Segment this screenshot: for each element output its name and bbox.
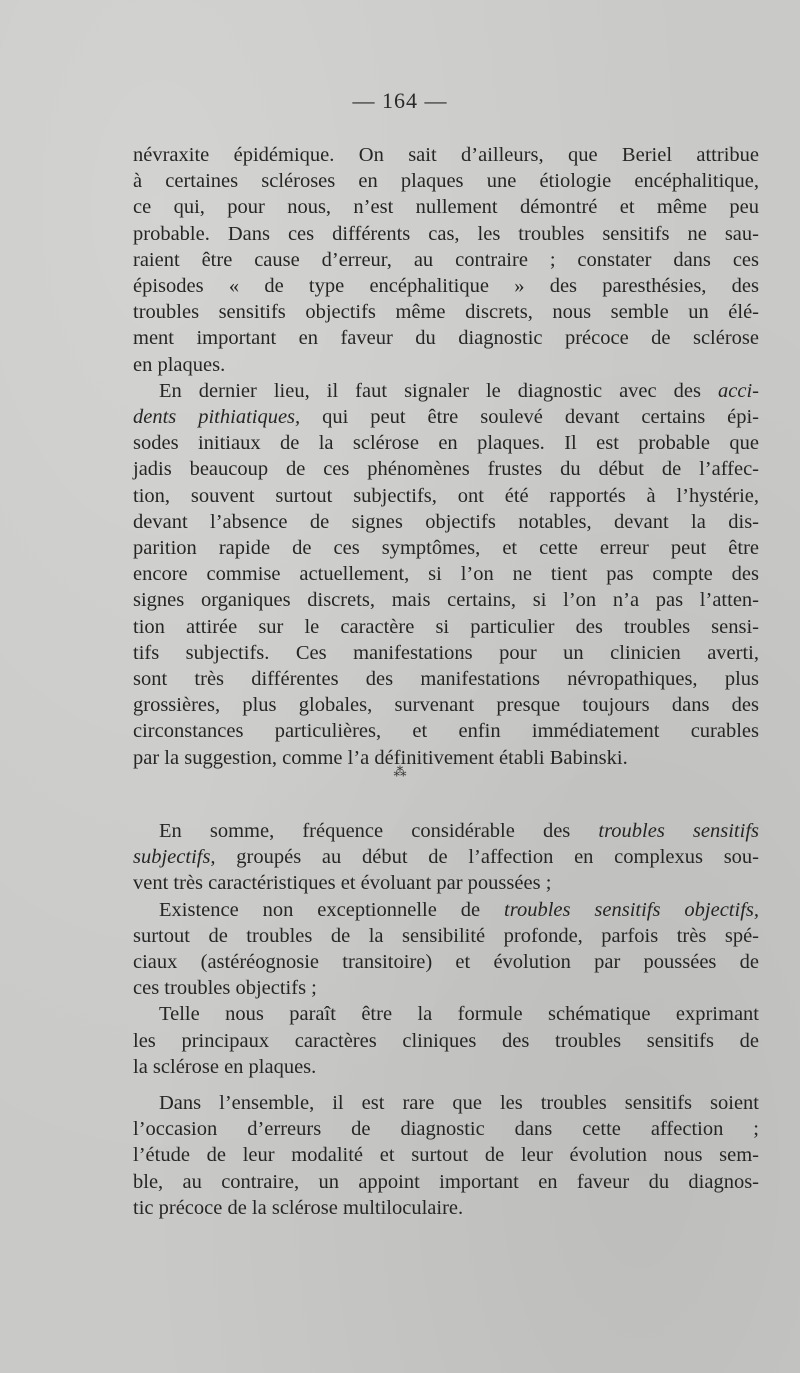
line-text: devant l’absence de signes objectifs notables, devant la dis- bbox=[133, 510, 759, 533]
text-line bbox=[133, 404, 759, 430]
text-line bbox=[133, 870, 759, 896]
line-text: Dans l’ensemble, il est rare que les troubles sensitifs soient bbox=[159, 1092, 759, 1115]
text-line bbox=[133, 923, 759, 949]
line-text: parition rapide de ces symptômes, et cette erreur peut être bbox=[133, 537, 759, 560]
line-text: ble, au contraire, un appoint important en faveur du diagnos- bbox=[133, 1170, 759, 1193]
italic-term: troubles sensitifs bbox=[598, 820, 759, 842]
text-line bbox=[133, 299, 759, 325]
text-line bbox=[133, 844, 759, 870]
line-text: signes organiques discrets, mais certains, si l’on n’a pas l’atten- bbox=[133, 589, 759, 612]
text-line bbox=[133, 640, 759, 666]
text-line bbox=[133, 325, 759, 351]
line-text: encore commise actuellement, si l’on ne tient pas compte des bbox=[133, 563, 759, 586]
line-text: troubles sensitifs objectifs même discrets, nous semble un élé- bbox=[133, 301, 759, 324]
text-line bbox=[133, 221, 759, 247]
text-line bbox=[133, 1169, 759, 1195]
text-line bbox=[133, 692, 759, 718]
text-line bbox=[133, 1195, 759, 1221]
line-text: l’occasion d’erreurs de diagnostic dans cette affection ; bbox=[133, 1118, 759, 1141]
text-line bbox=[133, 975, 759, 1001]
line-text: les principaux caractères cliniques des troubles sensitifs de bbox=[133, 1029, 759, 1052]
text-line bbox=[133, 1142, 759, 1168]
text-line bbox=[133, 949, 759, 975]
text-line bbox=[133, 897, 759, 923]
text-line bbox=[133, 352, 759, 378]
italic-term: dents pithiatiques, bbox=[133, 406, 301, 429]
line-text: tion attirée sur le caractère si particulier des troubles sensi- bbox=[133, 615, 759, 638]
text-line bbox=[133, 561, 759, 587]
line-text: probable. Dans ces différents cas, les troubles sensitifs ne sau- bbox=[133, 222, 759, 245]
text-line bbox=[133, 1054, 759, 1080]
line-text: épisodes « de type encéphalitique » des paresthésies, des bbox=[133, 275, 759, 298]
line-text: à certaines scléroses en plaques une étiologie encéphalitique, bbox=[133, 170, 759, 193]
italic-term: acci- bbox=[718, 379, 759, 402]
page-number: — 164 — bbox=[352, 88, 448, 113]
text-line bbox=[133, 1001, 759, 1027]
text-line bbox=[133, 378, 759, 404]
line-text: l’étude de leur modalité et surtout de leur évolution nous sem- bbox=[133, 1144, 759, 1167]
line-text: ment important en faveur du diagnostic précoce de sclérose bbox=[133, 327, 759, 350]
line-text: ce qui, pour nous, n’est nullement démontré et même peu bbox=[133, 196, 759, 219]
line-text: circonstances particulières, et enfin immédiatement curables bbox=[133, 720, 759, 743]
line-text: En dernier lieu, il faut signaler le diagnostic avec des bbox=[159, 379, 719, 402]
text-line bbox=[133, 666, 759, 692]
text-line bbox=[133, 745, 759, 771]
paragraph-block-differential-diagnosis bbox=[133, 142, 759, 771]
line-text: Existence non exceptionnelle de bbox=[159, 898, 505, 921]
line-text: ciaux (astéréognosie transitoire) et évolution par poussées de bbox=[133, 951, 759, 974]
line-text: Telle nous paraît être la formule schématique exprimant bbox=[159, 1003, 759, 1026]
line-text: tifs subjectifs. Ces manifestations pour un clinicien averti, bbox=[133, 641, 759, 664]
line-text: tion, souvent surtout subjectifs, ont été rapportés à l’hystérie, bbox=[133, 484, 759, 507]
text-line bbox=[133, 456, 759, 482]
text-line bbox=[133, 614, 759, 640]
text-line bbox=[133, 587, 759, 613]
text-line bbox=[133, 142, 759, 168]
line-text: grossières, plus globales, survenant presque toujours dans des bbox=[133, 694, 759, 717]
text-line bbox=[133, 1090, 759, 1116]
line-text: surtout de troubles de la sensibilité profonde, parfois très spé- bbox=[133, 924, 759, 947]
line-text: vent très caractéristiques et évoluant par poussées ; bbox=[133, 872, 552, 895]
text-line bbox=[133, 168, 759, 194]
line-text: en plaques. bbox=[133, 353, 226, 376]
paragraph-block-summary bbox=[133, 818, 759, 1221]
line-text: groupés au début de l’affection en complexus sou- bbox=[215, 846, 759, 869]
asterism-separator: ⁂ bbox=[393, 765, 407, 780]
line-text: sodes initiaux de la sclérose en plaques. Il est probable que bbox=[133, 432, 759, 455]
line-text: qui peut être soulevé devant certains épi- bbox=[300, 406, 759, 429]
text-line bbox=[133, 718, 759, 744]
line-text: la sclérose en plaques. bbox=[133, 1055, 317, 1078]
italic-term: troubles sensitifs objectifs, bbox=[504, 898, 759, 921]
text-line bbox=[133, 1116, 759, 1142]
line-text: ces troubles objectifs ; bbox=[133, 977, 317, 1000]
text-line bbox=[133, 247, 759, 273]
text-line bbox=[133, 509, 759, 535]
line-text: sont très différentes des manifestations névropathiques, plus bbox=[133, 668, 759, 691]
text-line bbox=[133, 430, 759, 456]
text-line bbox=[133, 194, 759, 220]
italic-term: subjectifs, bbox=[133, 846, 216, 869]
line-text: par la suggestion, comme l’a définitivement établi Babinski. bbox=[133, 746, 628, 769]
line-text: névraxite épidémique. On sait d’ailleurs, que Beriel attribue bbox=[133, 144, 759, 166]
line-text: En somme, fréquence considérable des bbox=[159, 820, 599, 842]
text-line bbox=[133, 273, 759, 299]
line-text: jadis beaucoup de ces phénomènes frustes du début de l’affec- bbox=[133, 458, 759, 481]
text-line bbox=[133, 483, 759, 509]
text-line bbox=[133, 818, 759, 844]
paragraph-gap bbox=[133, 1080, 759, 1090]
line-text: tic précoce de la sclérose multiloculaire. bbox=[133, 1196, 464, 1219]
line-text: raient être cause d’erreur, au contraire ; constater dans ces bbox=[133, 248, 759, 271]
text-line bbox=[133, 535, 759, 561]
text-line bbox=[133, 1028, 759, 1054]
